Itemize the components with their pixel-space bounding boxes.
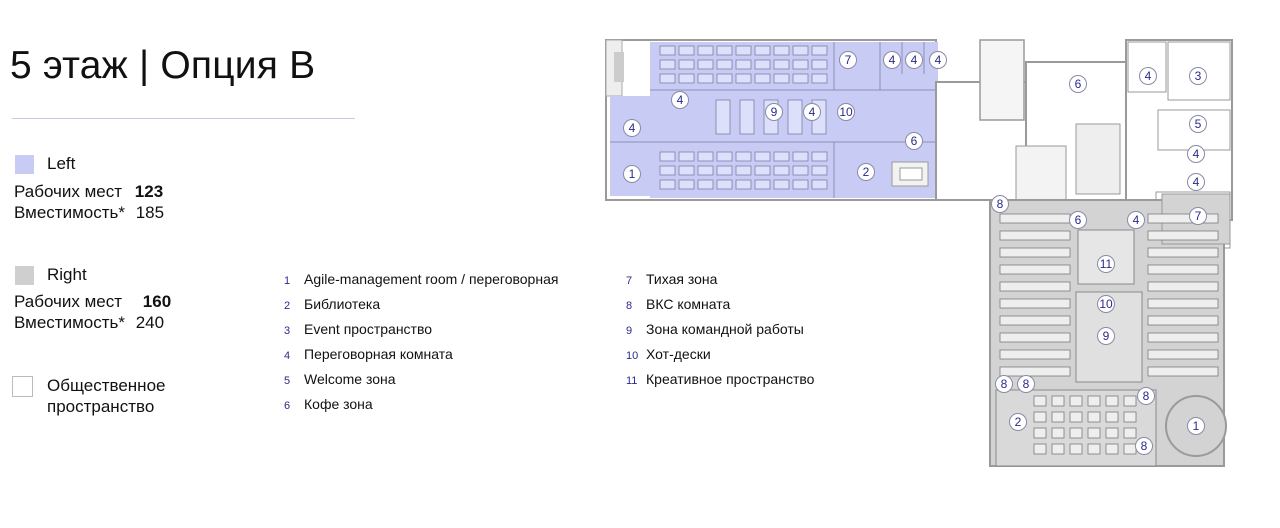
desk [679,74,694,83]
desk [1000,248,1070,257]
room-marker-label: 9 [1102,329,1110,343]
desk [1000,282,1070,291]
desk [774,74,789,83]
room-marker [804,104,821,121]
desk [774,180,789,189]
desk [698,166,713,175]
room-marker-label: 4 [934,53,942,67]
room-number: 11 [626,375,638,387]
room-marker-label: 8 [1022,377,1030,391]
desk [660,152,675,161]
title-divider [12,118,355,119]
desk [812,46,827,55]
desk [1000,367,1070,376]
desk [1124,444,1136,454]
room-marker [1070,76,1087,93]
desk [717,166,732,175]
desk [717,180,732,189]
desk [1034,444,1046,454]
desk [736,152,751,161]
desk [812,60,827,69]
desk [774,152,789,161]
room-legend-item [284,396,373,412]
right-zone-label: Right [47,265,87,284]
room-marker-label: 4 [1144,69,1152,83]
room-marker [930,52,947,69]
room-marker [1190,68,1207,85]
desk [660,60,675,69]
left-capacity-value: 185 [135,203,165,222]
left-capacity [14,203,164,223]
desk [679,166,694,175]
room-marker [1098,256,1115,273]
desk [774,166,789,175]
room-legend-item [284,346,453,362]
desk [1070,412,1082,422]
room-marker-label: 7 [844,53,852,67]
room-marker [672,92,689,109]
desk [736,46,751,55]
room-number: 2 [284,300,291,312]
desk [717,46,732,55]
desk [1070,428,1082,438]
room-marker [906,52,923,69]
desk [1052,444,1064,454]
desk [1034,428,1046,438]
desk [660,180,675,189]
room-marker-label: 4 [676,93,684,107]
desk [1148,333,1218,342]
room-marker [1190,116,1207,133]
desk [660,166,675,175]
right-workplaces-label: Рабочих мест [14,292,123,311]
room-marker-label: 11 [1099,257,1113,271]
desk [793,152,808,161]
desk [793,60,808,69]
desk [1106,444,1118,454]
desk [1106,396,1118,406]
desk [740,100,754,134]
desk [755,166,770,175]
desk [698,152,713,161]
room-number: 5 [284,375,291,387]
desk [1070,444,1082,454]
room-marker [906,133,923,150]
desk [736,180,751,189]
room-name: Переговорная комната [304,346,453,362]
desk [679,60,694,69]
desk [755,74,770,83]
desk [736,74,751,83]
right-capacity-label: Вместимость* [14,313,125,332]
room-name: Кофе зона [304,396,373,412]
desk [660,46,675,55]
desk [793,180,808,189]
room-marker-label: 5 [1194,117,1202,131]
desk [1000,231,1070,240]
desk [1088,396,1100,406]
right-capacity [14,313,164,333]
desk [755,152,770,161]
room-marker [1018,376,1035,393]
room-marker [1140,68,1157,85]
room-marker [996,376,1013,393]
room-marker-label: 4 [1132,213,1140,227]
room-marker-label: 4 [888,53,896,67]
desk [1148,231,1218,240]
room-marker-label: 1 [1192,419,1200,433]
public-zone-label-line1: Общественное [47,376,166,395]
desk [698,180,713,189]
desk [1088,428,1100,438]
room-marker [1010,414,1027,431]
left-workplaces-label: Рабочих мест [14,182,123,201]
room-number: 1 [284,275,291,287]
room-number: 6 [284,400,291,412]
desk [1000,214,1070,223]
room-marker-label: 8 [1140,439,1148,453]
left-zone-swatch [15,155,34,174]
room-marker-label: 2 [862,165,870,179]
room-marker [624,166,641,183]
desk [1106,428,1118,438]
room-marker [1188,146,1205,163]
desk [1000,265,1070,274]
desk [679,46,694,55]
desk [1148,367,1218,376]
room-marker [1098,328,1115,345]
public-zone-label-line2: пространство [47,397,155,416]
public-zone-swatch [12,376,33,397]
room-marker-label: 10 [839,105,853,119]
room-legend-item [284,271,558,287]
desk [698,74,713,83]
desk [698,46,713,55]
room-marker-label: 9 [770,105,778,119]
room-legend-item [284,321,432,337]
desk [812,180,827,189]
room-number: 9 [626,325,633,337]
desk [698,60,713,69]
room-name: Welcome зона [304,371,396,387]
desk [1124,396,1136,406]
desk [793,166,808,175]
room-legend-item [284,371,396,387]
desk [716,100,730,134]
room-marker [766,104,783,121]
desk [1034,412,1046,422]
room-name: Хот-дески [646,346,711,362]
room-marker [884,52,901,69]
room-marker-label: 7 [1194,209,1202,223]
room-number: 8 [626,300,633,312]
desk [1052,412,1064,422]
room-marker-label: 4 [1192,147,1200,161]
desk [1052,396,1064,406]
room-marker [840,52,857,69]
desk [755,180,770,189]
room-marker-label: 4 [808,105,816,119]
room-marker-label: 8 [1142,389,1150,403]
desk [812,152,827,161]
room-marker [624,120,641,137]
desk [736,166,751,175]
room-marker [1188,418,1205,435]
desk [1148,316,1218,325]
room-marker [1138,388,1155,405]
desk [788,100,802,134]
room-name: Agile-management room / переговорная [304,271,559,287]
desk [812,166,827,175]
desk [1070,396,1082,406]
room-marker [1190,208,1207,225]
room-name: Зона командной работы [646,321,804,337]
room-number: 3 [284,325,291,337]
desk [1000,333,1070,342]
desk [1148,282,1218,291]
room-marker [992,196,1009,213]
room-marker-label: 6 [1074,77,1082,91]
room-name: Креативное пространство [646,371,815,387]
desk [755,60,770,69]
desk [1148,350,1218,359]
desk [793,46,808,55]
room-name: Event пространство [304,321,433,337]
desk [717,152,732,161]
desk [679,180,694,189]
floor-plan [596,34,1236,470]
room-name: Тихая зона [646,271,718,287]
desk [1000,299,1070,308]
room-marker-label: 4 [628,121,636,135]
left-workplaces [14,182,163,202]
desk [1148,214,1218,223]
desk [1088,412,1100,422]
room-legend-item [284,296,380,312]
desk [717,60,732,69]
right-workplaces-value: 160 [142,292,172,311]
desk [812,74,827,83]
room-marker-label: 1 [628,167,636,181]
room-marker-label: 2 [1014,415,1022,429]
room-marker-label: 6 [910,134,918,148]
room-marker-label: 10 [1099,297,1113,311]
room-marker [1098,296,1115,313]
room-marker-label: 8 [996,197,1004,211]
desk [793,74,808,83]
right-capacity-value: 240 [135,313,165,332]
desk [755,46,770,55]
desk [774,60,789,69]
room-number: 4 [284,350,291,362]
room-number: 10 [626,350,639,362]
room-marker [1070,212,1087,229]
desk [1000,316,1070,325]
room-marker-label: 4 [910,53,918,67]
room-name: ВКС комната [646,296,731,312]
desk [774,46,789,55]
desk [1000,350,1070,359]
room-marker [858,164,875,181]
room-name: Библиотека [304,296,381,312]
room-marker [838,104,855,121]
desk [1124,412,1136,422]
room-marker [1136,438,1153,455]
left-workplaces-value: 123 [134,182,164,201]
desk [1148,265,1218,274]
desk [717,74,732,83]
desk [1124,428,1136,438]
room-marker [1188,174,1205,191]
left-capacity-label: Вместимость* [14,203,125,222]
desk [1148,299,1218,308]
room-marker-label: 6 [1074,213,1082,227]
desk [1034,396,1046,406]
page-title: 5 этаж | Опция В [10,44,316,87]
right-zone-swatch [15,266,34,285]
room-marker [1128,212,1145,229]
desk [1088,444,1100,454]
left-zone-label: Left [47,154,76,173]
desk [1052,428,1064,438]
room-marker-label: 8 [1000,377,1008,391]
desk [736,60,751,69]
desk [1106,412,1118,422]
room-number: 7 [626,275,633,287]
desk [660,74,675,83]
room-marker-label: 4 [1192,175,1200,189]
desk [1148,248,1218,257]
right-workplaces [14,292,171,312]
desk [679,152,694,161]
room-marker-label: 3 [1194,69,1202,83]
